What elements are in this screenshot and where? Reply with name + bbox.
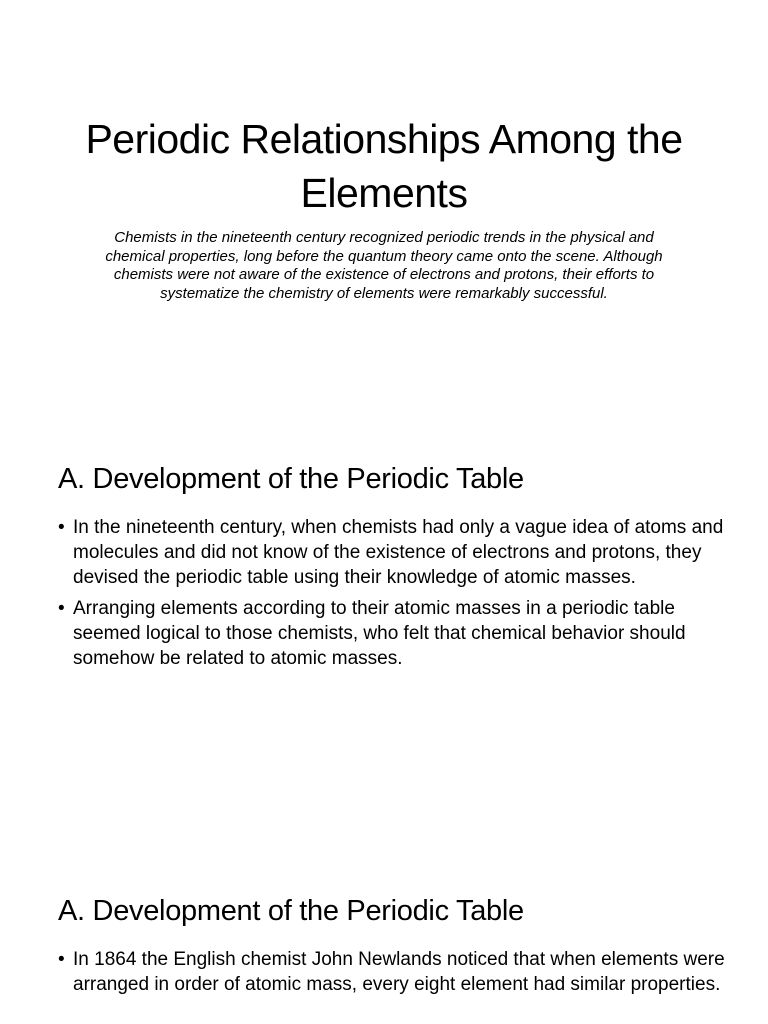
section-heading: A. Development of the Periodic Table — [58, 895, 524, 927]
bullet-icon: • — [58, 949, 65, 970]
bullet-text: In the nineteenth century, when chemists had only a vague idea of atoms and molecules and did not know of the existence of electrons and protons, they devised the periodic table using their knowledge of atomic masses. — [73, 517, 724, 588]
bullet-item — [58, 596, 728, 671]
subtitle: Chemists in the nineteenth century recognized periodic trends in the physical and chemical properties, long before the quantum theory came onto the scene. Although chemists were not aware of the existence of electrons and protons, their efforts to systematize the chemistry of elements were remarkably successful. — [105, 229, 663, 302]
section-heading: A. Development of the Periodic Table — [58, 463, 524, 495]
main-title: Periodic Relationships Among the Elements — [85, 116, 683, 216]
slide-title — [0, 0, 768, 432]
bullet-text: Arranging elements according to their atomic masses in a periodic table seemed logical to those chemists, who felt that chemical behavior should somehow be related to atomic masses. — [73, 598, 686, 669]
slide-development-2 — [0, 864, 768, 1024]
bullet-list — [58, 947, 728, 1003]
slide-development-1 — [0, 432, 768, 864]
bullet-item — [58, 947, 728, 997]
bullet-text: In 1864 the English chemist John Newlands noticed that when elements were arranged in order of atomic mass, every eight element had similar properties. — [73, 949, 725, 995]
bullet-icon: • — [58, 517, 65, 538]
bullet-list — [58, 515, 728, 677]
bullet-item — [58, 515, 728, 590]
bullet-icon: • — [58, 598, 65, 619]
